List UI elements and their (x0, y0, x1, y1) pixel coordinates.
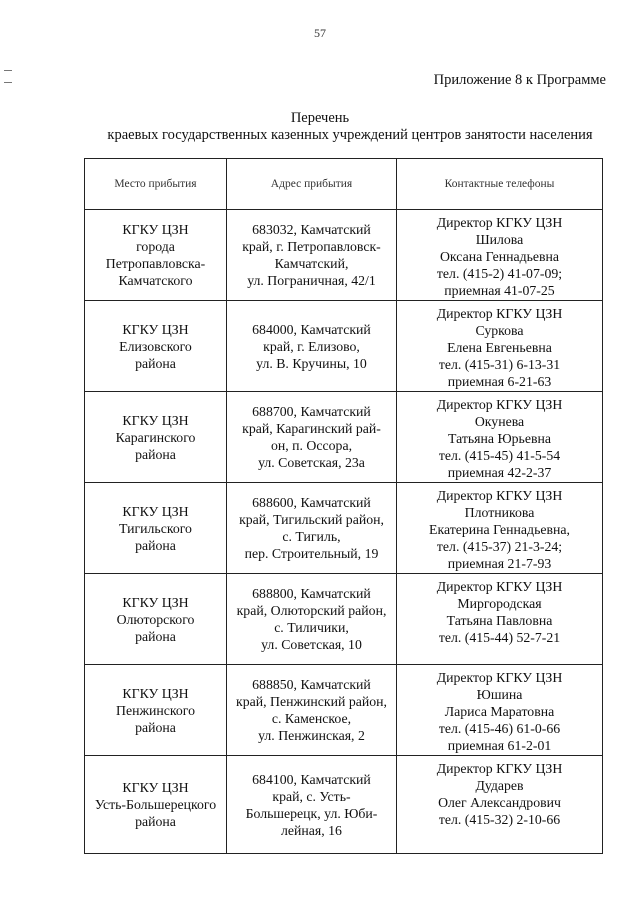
cell-contacts: Директор КГКУ ЦЗН Дударев Олег Александрович тел. (415-32) 2-10-66 (397, 756, 603, 854)
cell-contacts: Директор КГКУ ЦЗН Плотникова Екатерина Геннадьевна, тел. (415-37) 21-3-24; приемная 21-7-93 (397, 483, 603, 574)
table-row (85, 665, 603, 756)
cell-address: 688800, Камчатский край, Олюторский район, с. Тиличики, ул. Советская, 10 (227, 574, 397, 665)
title-line-1: Перечень (290, 110, 350, 126)
cell-place: КГКУ ЦЗН Тигильского района (85, 483, 227, 574)
cell-contacts: Директор КГКУ ЦЗН Юшина Лариса Маратовна тел. (415-46) 61-0-66 приемная 61-2-01 (397, 665, 603, 756)
table-row (85, 392, 603, 483)
margin-mark (4, 70, 12, 71)
cell-place: КГКУ ЦЗН Олюторского района (85, 574, 227, 665)
header-contacts: Контактные телефоны (397, 159, 603, 210)
cell-address: 688850, Камчатский край, Пенжинский район, с. Каменское, ул. Пенжинская, 2 (227, 665, 397, 756)
table-header-row (85, 159, 603, 210)
cell-place: КГКУ ЦЗН Елизовского района (85, 301, 227, 392)
cell-place: КГКУ ЦЗН Карагинского района (85, 392, 227, 483)
cell-address: 688600, Камчатский край, Тигильский район, с. Тигиль, пер. Строительный, 19 (227, 483, 397, 574)
table-row (85, 483, 603, 574)
cell-contacts: Директор КГКУ ЦЗН Окунева Татьяна Юрьевна тел. (415-45) 41-5-54 приемная 42-2-37 (397, 392, 603, 483)
cell-place: КГКУ ЦЗН Пенжинского района (85, 665, 227, 756)
cell-contacts: Директор КГКУ ЦЗН Миргородская Татьяна Павловна тел. (415-44) 52-7-21 (397, 574, 603, 665)
cell-address: 684000, Камчатский край, г. Елизово, ул. В. Кручины, 10 (227, 301, 397, 392)
appendix-label: Приложение 8 к Программе (433, 72, 606, 88)
cell-address: 684100, Камчатский край, с. Усть- Большерецк, ул. Юби- лейная, 16 (227, 756, 397, 854)
document-title (0, 110, 640, 144)
header-place: Место прибытия (85, 159, 227, 210)
cell-contacts: Директор КГКУ ЦЗН Суркова Елена Евгеньевна тел. (415-31) 6-13-31 приемная 6-21-63 (397, 301, 603, 392)
cell-place: КГКУ ЦЗН Усть-Большерецкого района (85, 756, 227, 854)
cell-contacts: Директор КГКУ ЦЗН Шилова Оксана Геннадьевна тел. (415-2) 41-07-09; приемная 41-07-25 (397, 210, 603, 301)
title-line-2: краевых государственных казенных учреждений центров занятости населения (107, 127, 593, 143)
header-address: Адрес прибытия (227, 159, 397, 210)
table-row (85, 756, 603, 854)
margin-mark (4, 82, 12, 83)
employment-centers-table (84, 158, 603, 854)
page-number: 57 (314, 26, 326, 40)
table-row (85, 210, 603, 301)
table-row (85, 574, 603, 665)
table-row (85, 301, 603, 392)
cell-place: КГКУ ЦЗН города Петропавловска- Камчатского (85, 210, 227, 301)
cell-address: 688700, Камчатский край, Карагинский рай- он, п. Оссора, ул. Советская, 23а (227, 392, 397, 483)
cell-address: 683032, Камчатский край, г. Петропавловск- Камчатский, ул. Пограничная, 42/1 (227, 210, 397, 301)
